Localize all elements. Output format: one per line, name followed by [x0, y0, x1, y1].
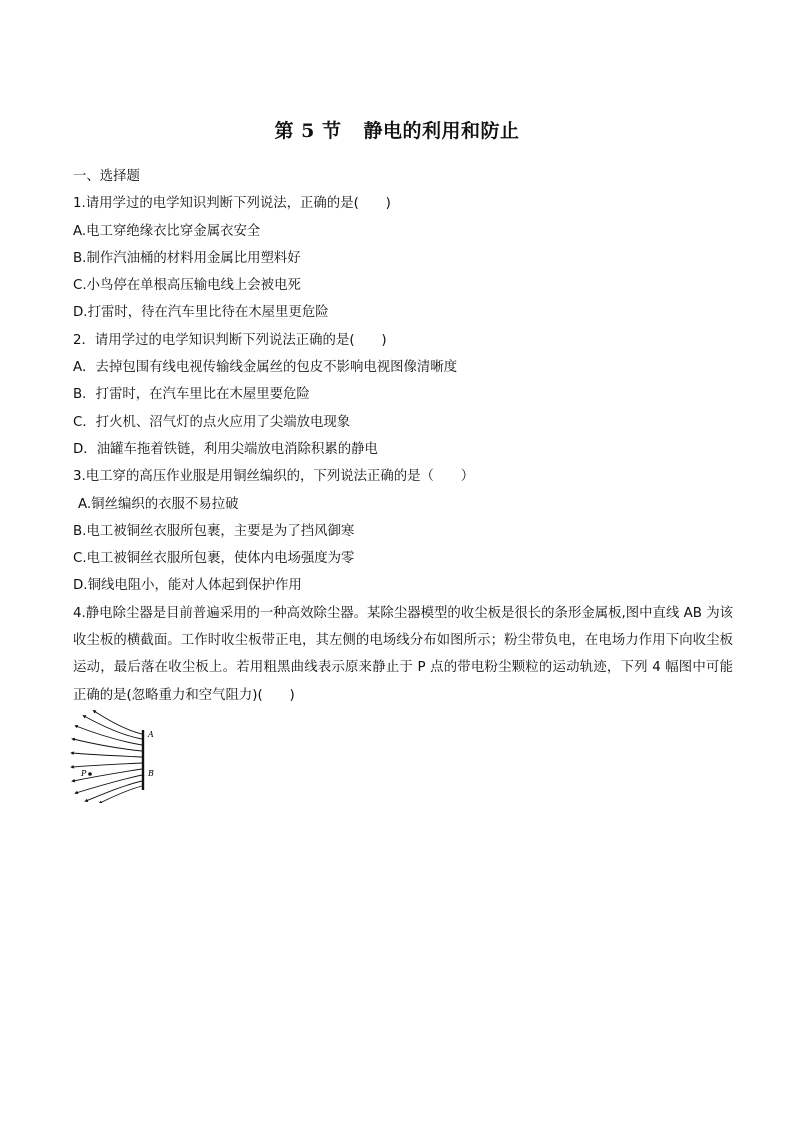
question-1-option-d: D.打雷时，待在汽车里比待在木屋里更危险: [73, 305, 329, 321]
section-heading: 一、选择题: [73, 169, 140, 184]
point-p-marker: [88, 772, 92, 776]
label-p: P: [81, 769, 87, 778]
question-3-option-c: C.电工被铜丝衣服所包裹，使体内电场强度为零: [73, 551, 355, 567]
question-2-option-d: D．油罐车拖着铁链，利用尖端放电消除积累的静电: [73, 441, 378, 457]
title-section-number: 第 5 节: [274, 120, 342, 142]
question-1-stem: 1.请用学过的电学知识判断下列说法，正确的是( ): [73, 196, 391, 212]
electric-field-figure: [70, 708, 165, 803]
label-b: B: [148, 769, 154, 778]
question-3-option-a: A.铜丝编织的衣服不易拉破: [78, 496, 239, 512]
question-3-option-b: B.电工被铜丝衣服所包裹，主要是为了挡风御寒: [73, 523, 355, 539]
page-title: [0, 116, 794, 143]
question-3-stem: 3.电工穿的高压作业服是用铜丝编织的，下列说法正确的是（ ）: [73, 469, 475, 485]
question-4-stem: 4.静电除尘器是目前普遍采用的一种高效除尘器。某除尘器模型的收尘板是很长的条形金属板,图中直线 AB 为该收尘板的横截面。工作时收尘板带正电，其左侧的电场线分布如图所示；粉尘带负电，在电场力作用下向收尘板运动，最后落在收尘板上。若用粗黑曲线表示原来静止于 P 点的带电粉尘颗粒的运动轨迹，下列 4 幅图中可能正确的是(忽略重力和空气阻力)( ): [73, 605, 733, 703]
title-text: 静电的利用和防止: [363, 120, 520, 142]
field-lines: [72, 711, 142, 803]
label-a: A: [148, 730, 154, 739]
question-2-option-b: B．打雷时，在汽车里比在木屋里要危险: [73, 387, 310, 403]
question-2-option-a: A．去掉包围有线电视传输线金属丝的包皮不影响电视图像清晰度: [73, 360, 458, 376]
question-list: [73, 163, 733, 709]
question-1-option-b: B.制作汽油桶的材料用金属比用塑料好: [73, 250, 301, 266]
question-2-option-c: C．打火机、沼气灯的点火应用了尖端放电现象: [73, 414, 351, 430]
question-2-stem: 2．请用学过的电学知识判断下列说法正确的是( ): [73, 332, 387, 348]
question-1-option-c: C.小鸟停在单根高压输电线上会被电死: [73, 278, 301, 294]
question-3-option-d: D.铜线电阻小，能对人体起到保护作用: [73, 578, 302, 594]
question-1-option-a: A.电工穿绝缘衣比穿金属衣安全: [73, 223, 261, 239]
